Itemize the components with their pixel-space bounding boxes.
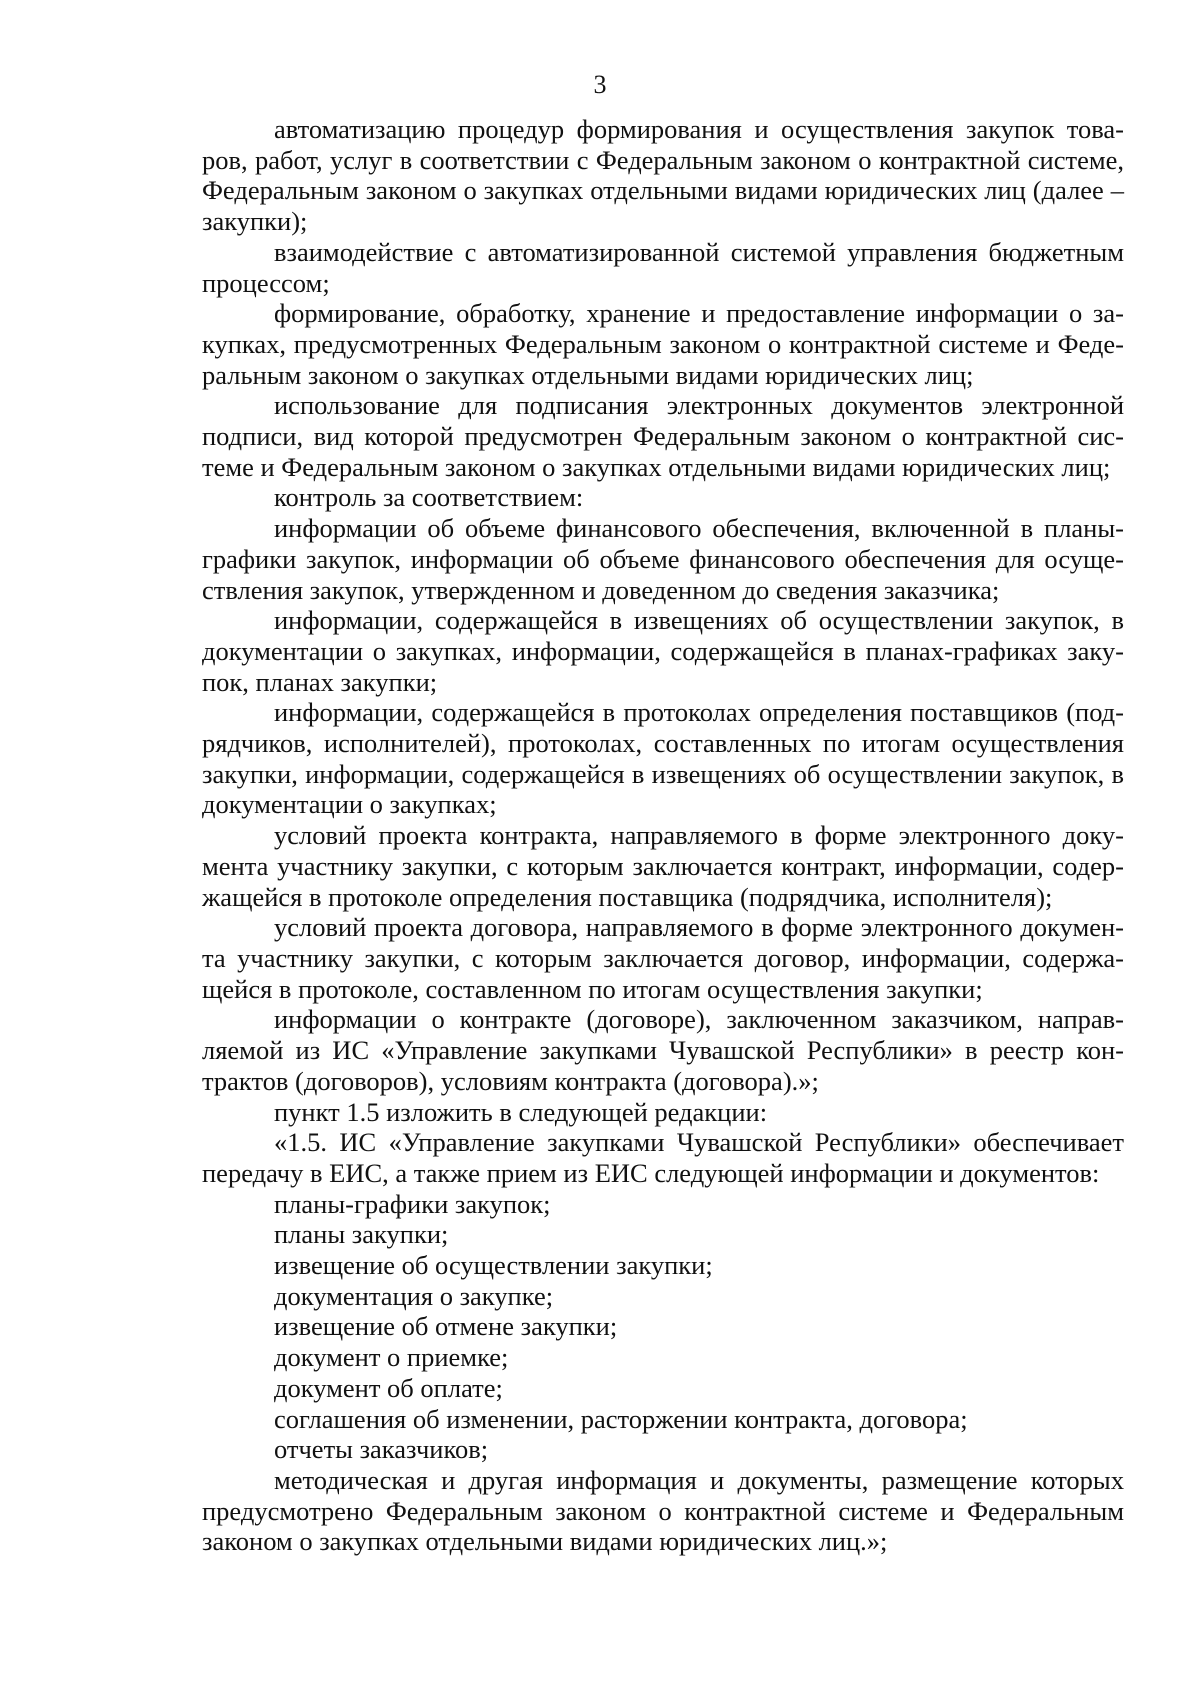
paragraph: «1.5. ИС «Управление закупками Чувашской Республики» обеспечивает передачу в ЕИС, а также прием из ЕИС следующей информации и документов: [202,1127,1124,1188]
list-item: соглашения об изменении, расторжении контракта, договора; [274,1403,968,1434]
list-item: отчеты заказчиков; [274,1434,489,1465]
paragraph: формирование, обработку, хранение и предоставление информации о закупках, предусмотренных Федеральным законом о контрактной системе и Федеральным законом о закупках отдельными видами юридических лиц; [202,298,1124,390]
paragraph: информации о контракте (договоре), заключенном заказчиком, направляемой из ИС «Управление закупками Чувашской Республики» в реестр контрактов (договоров), условиям контракта (договора).»; [202,1004,1124,1096]
list-item: извещение об осуществлении закупки; [274,1250,713,1281]
paragraph: взаимодействие с автоматизированной системой управления бюджетным процессом; [202,236,1124,298]
paragraph: условий проекта договора, направляемого в форме электронного документа участнику закупки, с которым заключается договор, информации, содержащейся в протоколе, составленном по итогам осуществления закупки; [202,912,1124,1004]
paragraph: пункт 1.5 изложить в следующей редакции: [274,1096,768,1127]
page-number: 3 [593,70,607,99]
list-item: документ о приемке; [274,1342,509,1373]
list-item: документ об оплате; [274,1372,503,1403]
list-item: извещение об отмене закупки; [274,1311,618,1342]
paragraph: методическая и другая информация и документы, размещение которых предусмотрено Федеральным законом о контрактной системе и Федеральным законом о закупках отдельными видами юридических лиц.»; [202,1464,1124,1557]
list-item: планы закупки; [274,1219,449,1250]
document-body [202,114,1124,1557]
paragraph: автоматизацию процедур формирования и осуществления закупок товаров, работ, услуг в соответствии с Федеральным законом о контрактной системе, Федеральным законом о закупках отдельными видами юридических лиц (далее – закупки); [202,114,1124,237]
paragraph: контроль за соответствием: [274,482,584,513]
paragraph: информации, содержащейся в извещениях об осуществлении закупок, в документации о закупках, информации, содержащейся в планах-графиках закупок, планах закупки; [202,605,1124,697]
paragraph: условий проекта контракта, направляемого в форме электронного документа участнику закупки, с которым заключается контракт, информации, содержащейся в протоколе определения поставщика (подрядчика, исполнителя); [202,820,1124,912]
paragraph: информации об объеме финансового обеспечения, включенной в планы-графики закупок, информации об объеме финансового обеспечения для осуществления закупок, утвержденном и доведенном до сведения заказчика; [202,513,1124,605]
paragraph: информации, содержащейся в протоколах определения поставщиков (подрядчиков, исполнителей), протоколах, составленных по итогам осуществления закупки, информации, содержащейся в извещениях об осуществлении закупок, в документации о закупках; [202,697,1124,820]
list-item: документация о закупке; [274,1280,554,1311]
paragraph: использование для подписания электронных документов электронной подписи, вид которой предусмотрен Федеральным законом о контрактной системе и Федеральным законом о закупках отдельными видами юридических лиц; [202,390,1124,482]
list-item: планы-графики закупок; [274,1188,551,1219]
